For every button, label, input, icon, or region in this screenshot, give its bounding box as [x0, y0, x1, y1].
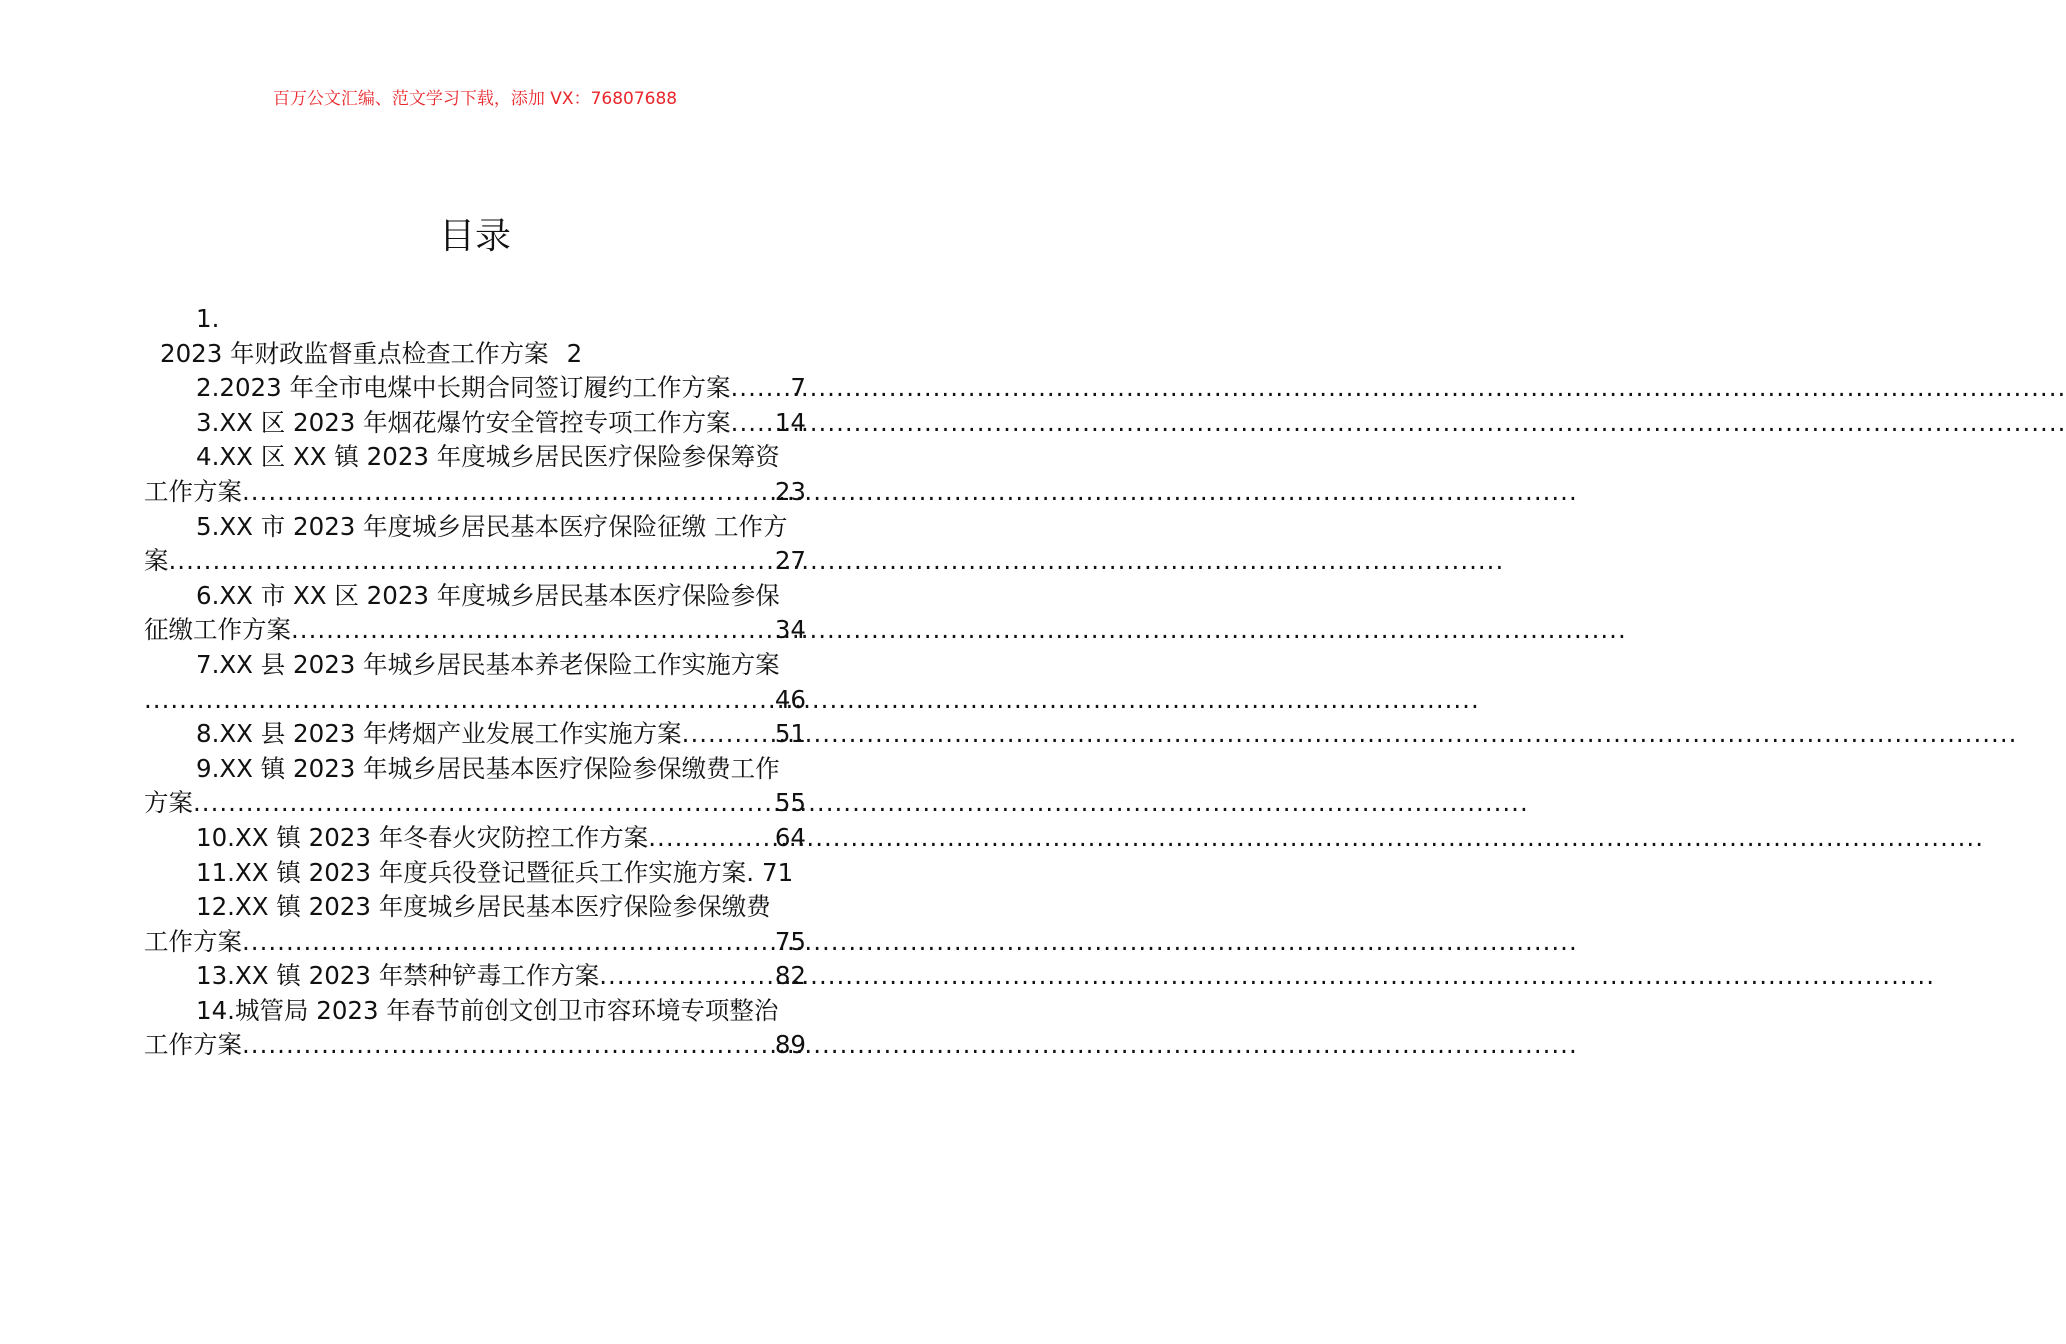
toc-item-11[interactable]	[144, 856, 806, 891]
leader-dots	[242, 475, 775, 510]
toc-item-title: 9.XX 镇 2023 年城乡居民基本医疗保险参保缴费工作	[196, 753, 780, 783]
toc-item-title: 2.2023 年全市电煤中长期合同签订履约工作方案	[196, 373, 731, 403]
toc-item-title: 7.XX 县 2023 年城乡居民基本养老保险工作实施方案	[196, 649, 780, 679]
toc-item-5-line-1[interactable]	[144, 510, 806, 545]
toc-page-number: 27	[774, 546, 806, 576]
toc-page-number: 14	[774, 407, 806, 437]
toc-item-title: 2023 年财政监督重点检查工作方案	[160, 338, 549, 368]
toc-item-number: 1.	[196, 304, 220, 333]
toc-item-14-line-2[interactable]	[144, 1028, 806, 1063]
toc-item-title-cont: 工作方案	[144, 926, 242, 956]
toc-page-number: 71	[762, 857, 794, 887]
toc-item-12-line-2[interactable]	[144, 925, 806, 960]
toc-item-title-cont: 工作方案	[144, 1030, 242, 1060]
table-of-contents	[144, 302, 806, 1063]
toc-item-title-cont: 工作方案	[144, 476, 242, 506]
toc-page-number: 7	[790, 373, 806, 403]
leader-dots	[291, 613, 775, 648]
leader-dots	[169, 544, 775, 579]
toc-page-number: 2	[566, 338, 583, 368]
leader-dots	[193, 786, 775, 821]
toc-item-14-line-1[interactable]	[144, 994, 806, 1029]
toc-item-9-line-2[interactable]	[144, 786, 806, 821]
toc-page-number: 23	[774, 476, 806, 506]
toc-item-title: 11.XX 镇 2023 年度兵役登记暨征兵工作实施方案.	[196, 857, 755, 887]
leader-dots	[648, 821, 775, 856]
leader-dots	[731, 371, 791, 406]
toc-page-number: 51	[774, 719, 806, 749]
toc-item-title: 5.XX 市 2023 年度城乡居民基本医疗保险征缴 工作方	[196, 511, 788, 541]
watermark-header: 百万公文汇编、范文学习下载，添加 VX：76807688	[272, 89, 678, 109]
leader-dots	[599, 959, 775, 994]
toc-item-12-line-1[interactable]	[144, 890, 806, 925]
toc-item-6-line-2[interactable]	[144, 613, 806, 648]
toc-item-title: 13.XX 镇 2023 年禁种铲毒工作方案	[196, 961, 600, 991]
toc-item-title: 12.XX 镇 2023 年度城乡居民基本医疗保险参保缴费	[196, 892, 771, 922]
toc-item-title: 10.XX 镇 2023 年冬春火灾防控工作方案	[196, 822, 649, 852]
toc-item-8[interactable]	[144, 717, 806, 752]
toc-item-9-line-1[interactable]	[144, 752, 806, 787]
toc-item-title: 4.XX 区 XX 镇 2023 年度城乡居民医疗保险参保筹资	[196, 442, 780, 472]
leader-dots	[682, 717, 775, 752]
toc-item-5-line-2[interactable]	[144, 544, 806, 579]
toc-item-title: 3.XX 区 2023 年烟花爆竹安全管控专项工作方案	[196, 407, 731, 437]
toc-item-4-line-1[interactable]	[144, 440, 806, 475]
toc-item-title: 6.XX 市 XX 区 2023 年度城乡居民基本医疗保险参保	[196, 580, 780, 610]
toc-item-10[interactable]	[144, 821, 806, 856]
toc-item-7-line-2[interactable]	[144, 683, 806, 718]
toc-item-title-cont: 案	[144, 546, 169, 576]
leader-dots	[242, 1028, 775, 1063]
toc-item-7-line-1[interactable]	[144, 648, 806, 683]
toc-page-number: 55	[774, 788, 806, 818]
toc-page-number: 82	[774, 961, 806, 991]
toc-item-title: 14.城管局 2023 年春节前创文创卫市容环境专项整治	[196, 995, 779, 1025]
leader-dots	[242, 925, 775, 960]
toc-page-number: 64	[774, 822, 806, 852]
toc-item-title-cont: 征缴工作方案	[144, 615, 291, 645]
toc-page-number: 75	[774, 926, 806, 956]
toc-item-1-number[interactable]	[144, 302, 806, 337]
toc-page-number: 89	[774, 1030, 806, 1060]
toc-item-3[interactable]	[144, 406, 806, 441]
toc-item-6-line-1[interactable]	[144, 579, 806, 614]
page-title: 目录	[438, 216, 511, 257]
leader-dots	[144, 683, 775, 718]
toc-item-title: 8.XX 县 2023 年烤烟产业发展工作实施方案	[196, 719, 682, 749]
toc-item-4-line-2[interactable]	[144, 475, 806, 510]
toc-item-13[interactable]	[144, 959, 806, 994]
toc-item-1[interactable]	[144, 337, 806, 372]
toc-page-number: 34	[774, 615, 806, 645]
leader-dots	[731, 406, 775, 441]
toc-item-title-cont: 方案	[144, 788, 193, 818]
toc-page-number: 46	[774, 684, 806, 714]
toc-item-2[interactable]	[144, 371, 806, 406]
